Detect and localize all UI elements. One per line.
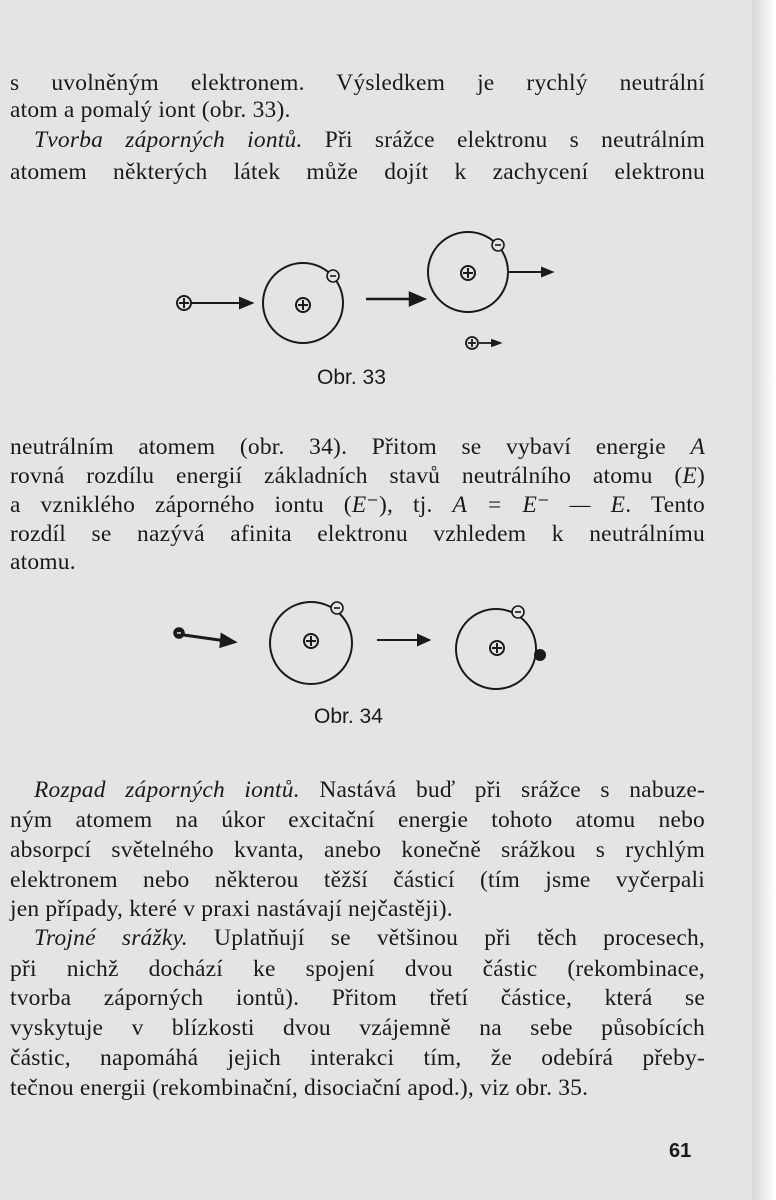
text-line: atom a pomalý iont (obr. 33). bbox=[10, 97, 291, 123]
text-line: částic, napomáhá jejich interakci tím, že odebírá přeby- bbox=[10, 1045, 705, 1071]
text-line bbox=[10, 432, 705, 462]
arrow-icon bbox=[508, 268, 552, 276]
text-line bbox=[10, 923, 705, 953]
text-span: a vzniklého záporného iontu ( bbox=[10, 492, 352, 518]
figure-34 bbox=[0, 580, 776, 720]
text-span: . Tento bbox=[625, 492, 705, 518]
figure-33 bbox=[0, 210, 776, 440]
atom-icon bbox=[270, 602, 352, 684]
text-line: absorpcí světelného kvanta, anebo konečně srážkou s rychlým bbox=[10, 837, 705, 863]
text-line: jen případy, které v praxi nastávají nejčastěji). bbox=[10, 896, 453, 922]
math-variable: E bbox=[682, 463, 697, 489]
electron-icon bbox=[331, 602, 343, 614]
text-line: při nichž dochází ke spojení dvou částic (rekombinace, bbox=[10, 956, 705, 982]
positive-ion-icon bbox=[177, 296, 191, 310]
text-line: tečnou energii (rekombinační, disociační apod.), viz obr. 35. bbox=[10, 1075, 589, 1101]
text-line: s uvolněným elektronem. Výsledkem je rychlý neutrální bbox=[10, 70, 705, 96]
math-equation: A = E⁻ — E bbox=[452, 492, 626, 518]
electron-icon bbox=[492, 239, 504, 251]
section-heading: Rozpad záporných iontů. bbox=[34, 777, 300, 803]
math-variable: E⁻ bbox=[351, 492, 379, 518]
text-line: tvorba záporných iontů). Přitom třetí částice, která se bbox=[10, 985, 705, 1011]
text-line: atomem některých látek může dojít k zachycení elektronu bbox=[10, 159, 705, 185]
text-span: Při srážce elektronu s neutrálním bbox=[302, 127, 705, 153]
text-line bbox=[10, 461, 705, 491]
math-variable: A bbox=[690, 434, 705, 460]
text-line: vyskytuje v blízkosti dvou vzájemně na sebe působících bbox=[10, 1015, 705, 1041]
text-line: elektronem nebo některou těžší částicí (tím jsme vyčerpali bbox=[10, 867, 705, 893]
arrow-icon bbox=[479, 340, 500, 346]
text-line bbox=[10, 125, 705, 155]
arrow-icon bbox=[377, 635, 429, 645]
arrow-icon bbox=[191, 298, 252, 308]
figure-caption: Obr. 34 bbox=[314, 705, 383, 728]
arrow-icon bbox=[366, 293, 424, 305]
text-line bbox=[10, 490, 705, 520]
text-span: Nastává buď při srážce s nabuze- bbox=[299, 777, 706, 803]
electron-icon bbox=[534, 649, 546, 661]
text-line: rozdíl se nazývá afinita elektronu vzhledem k neutrálnímu bbox=[10, 521, 705, 547]
positive-ion-icon bbox=[466, 337, 478, 349]
electron-icon bbox=[174, 628, 184, 638]
figure-caption: Obr. 33 bbox=[317, 366, 386, 389]
text-line bbox=[10, 775, 705, 805]
text-span: ), tj. bbox=[379, 492, 453, 518]
negative-ion-icon bbox=[456, 609, 536, 689]
arrow-icon bbox=[184, 635, 234, 646]
text-span: ) bbox=[696, 463, 705, 489]
page-number: 61 bbox=[669, 1140, 692, 1162]
text-span: rovná rozdílu energií základních stavů neutrálního atomu ( bbox=[10, 463, 683, 489]
text-line: ným atomem na úkor excitační energie tohoto atomu nebo bbox=[10, 807, 705, 833]
electron-icon bbox=[512, 606, 524, 618]
section-heading: Tvorba záporných iontů. bbox=[34, 127, 303, 153]
text-span: Uplatňují se většinou při těch procesech, bbox=[187, 925, 705, 951]
text-span: neutrálním atomem (obr. 34). Přitom se vybaví energie bbox=[10, 434, 691, 460]
section-heading: Trojné srážky. bbox=[34, 925, 188, 951]
electron-icon bbox=[327, 270, 339, 282]
text-line: atomu. bbox=[10, 549, 76, 575]
